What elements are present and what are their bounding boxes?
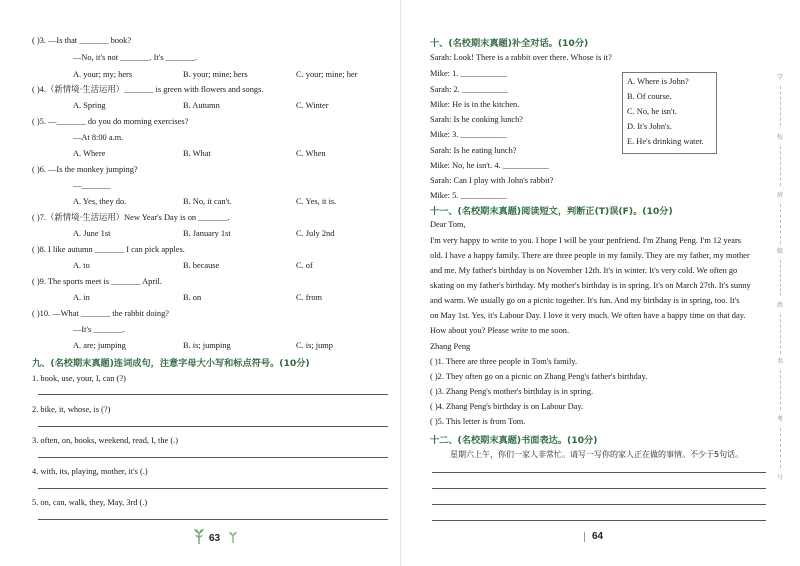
- margin-dash: [780, 428, 781, 468]
- margin-label: 级: [776, 248, 783, 255]
- dialogue-line: Mike: 3. ___________: [430, 130, 507, 139]
- mc-option-c: C. When: [296, 149, 326, 158]
- margin-label: 校: [776, 134, 783, 141]
- sentence-prompt: 1. book, use, your, I, can (?): [32, 374, 126, 383]
- sentence-prompt: 4. with, its, playing, mother, it's (.): [32, 467, 148, 476]
- tf-item: ( )1. There are three people in Tom's family.: [430, 357, 578, 366]
- option-item: B. Of course.: [627, 92, 672, 101]
- margin-dash: [780, 146, 781, 186]
- answer-line[interactable]: [38, 519, 388, 520]
- margin-label: 姓: [776, 302, 783, 309]
- mc-question: ( )3. —Is that _______ book?: [32, 36, 132, 45]
- mc-option-a: A. to: [73, 261, 90, 270]
- mc-option-b: B. January 1st: [183, 229, 231, 238]
- tf-item: ( )3. Zhang Peng's mother's birthday is in spring.: [430, 387, 594, 396]
- margin-dash: [780, 370, 781, 410]
- mc-option-a: A. Where: [73, 149, 106, 158]
- option-item: E. He's drinking water.: [627, 137, 704, 146]
- page-number: 64: [592, 531, 604, 542]
- mc-option-a: A. your; my; hers: [73, 70, 133, 79]
- writing-prompt: 星期六上午，你们一家人非常忙。请写一写你的家人正在做的事情。不少于5句话。: [450, 450, 744, 459]
- letter-line: skating on my father's birthday. My mother's birthday is in spring. It's on March 27th. It's sunny: [430, 281, 751, 290]
- letter-line: How about you? Please write to me soon.: [430, 326, 570, 335]
- mc-option-c: C. from: [296, 293, 323, 302]
- margin-label: 号: [776, 474, 783, 481]
- mc-question: ( )4.（新情境·生活运用）_______ is green with flowers and songs.: [32, 85, 264, 94]
- mc-option-c: C. your; mine; her: [296, 70, 358, 79]
- mc-option-c: C. is; jump: [296, 341, 333, 350]
- mc-question-line2: —No, it's not _______. It's _______.: [73, 53, 197, 62]
- margin-label: 考: [776, 416, 783, 423]
- margin-label: 名: [776, 358, 783, 365]
- mc-option-b: B. on: [183, 293, 202, 302]
- sentence-prompt: 5. on, can, walk, they, May, 3rd (.): [32, 498, 148, 507]
- tf-item: ( )5. This letter is from Tom.: [430, 417, 526, 426]
- mc-option-a: A. Yes, they do.: [73, 197, 127, 206]
- answer-line[interactable]: [38, 394, 388, 395]
- writing-line[interactable]: [432, 504, 766, 505]
- letter-line: I'm very happy to write to you. I hope I will be your penfriend. I'm Zhang Peng. I'm 12 years: [430, 236, 742, 245]
- mc-option-a: A. in: [73, 293, 90, 302]
- mc-question: ( )6. —Is the monkey jumping?: [32, 165, 138, 174]
- mc-option-b: B. is; jumping: [183, 341, 231, 350]
- dialogue-line: Mike: 5. ___________: [430, 191, 507, 200]
- margin-dash: [780, 260, 781, 296]
- mc-option-a: A. are; jumping: [73, 341, 126, 350]
- margin-dash: [780, 314, 781, 354]
- letter-greeting: Dear Tom,: [430, 220, 466, 229]
- page-gutter: [400, 0, 401, 566]
- answer-line[interactable]: [38, 426, 388, 427]
- leaf-ornament-icon: [192, 528, 206, 544]
- margin-label: 学: [776, 74, 783, 81]
- letter-line: old. I have a happy family. There are three people in my family. They are my father, my mother: [430, 251, 750, 260]
- dialogue-line: Sarah: Is he eating lunch?: [430, 146, 517, 155]
- mc-question-line2: —_______: [73, 181, 111, 190]
- dialogue-line: Mike: No, he isn't. 4. ___________: [430, 161, 549, 170]
- mc-option-c: C. Yes, it is.: [296, 197, 337, 206]
- letter-signature: Zhang Peng: [430, 342, 471, 351]
- writing-line[interactable]: [432, 520, 766, 521]
- tf-item: ( )4. Zhang Peng's birthday is on Labour Day.: [430, 402, 584, 411]
- margin-label: 班: [776, 192, 783, 199]
- mc-option-c: C. of: [296, 261, 313, 270]
- mc-option-b: B. your; mine; hers: [183, 70, 248, 79]
- letter-line: and me. My father's birthday is on November 12th. It's in winter. It's very cold. We often go: [430, 266, 738, 275]
- mc-question: ( )5. —_______ do you do morning exercises?: [32, 117, 189, 126]
- sentence-prompt: 2. bike, it, whose, is (?): [32, 405, 111, 414]
- section-10-title: 十、(名校期末真题)补全对话。(10分): [430, 38, 589, 49]
- mc-option-b: B. Autumn: [183, 101, 220, 110]
- margin-dash: [780, 204, 781, 244]
- dialogue-line: Sarah: Can I play with John's rabbit?: [430, 176, 554, 185]
- writing-line[interactable]: [432, 488, 766, 489]
- option-item: A. Where is John?: [627, 77, 689, 86]
- mc-option-b: B. No, it can't.: [183, 197, 232, 206]
- dialogue-line: Mike: He is in the kitchen.: [430, 100, 520, 109]
- mc-option-c: C. July 2nd: [296, 229, 335, 238]
- mc-question-line2: —It's _______.: [73, 325, 125, 334]
- section-12-title: 十二、(名校期末真题)书面表达。(10分): [430, 435, 598, 446]
- mc-question: ( )10. —What _______ the rabbit doing?: [32, 309, 169, 318]
- mc-option-a: A. June 1st: [73, 229, 111, 238]
- writing-line[interactable]: [432, 472, 766, 473]
- mc-question: ( )8. I like autumn _______ I can pick apples.: [32, 245, 185, 254]
- letter-line: and warm. We usually go on a picnic together. It's fun. And my birthday is in spring, too. It's: [430, 296, 740, 305]
- dialogue-line: Sarah: Is he cooking lunch?: [430, 115, 524, 124]
- mc-option-b: B. What: [183, 149, 211, 158]
- margin-dash: [780, 86, 781, 126]
- page-number: 63: [209, 533, 221, 544]
- dialogue-line: Sarah: 2. ___________: [430, 85, 508, 94]
- answer-line[interactable]: [38, 457, 388, 458]
- mc-option-a: A. Spring: [73, 101, 106, 110]
- dialogue-line: Sarah: Look! There is a rabbit over there. Whose is it?: [430, 53, 612, 62]
- answer-line[interactable]: [38, 488, 388, 489]
- tf-item: ( )2. They often go on a picnic on Zhang Peng's father's birthday.: [430, 372, 648, 381]
- mc-question-line2: —At 8:00 a.m.: [73, 133, 124, 142]
- mc-question: ( )7.（新情境·生活运用）New Year's Day is on _______.: [32, 213, 230, 222]
- mc-question: ( )9. The sports meet is _______ April.: [32, 277, 162, 286]
- letter-line: on May 1st. Yes, it's Labour Day. I love it very much. We often have a happy time on that day.: [430, 311, 746, 320]
- dialogue-line: Mike: 1. ___________: [430, 69, 507, 78]
- option-item: D. It's John's.: [627, 122, 672, 131]
- mc-option-b: B. because: [183, 261, 220, 270]
- section-11-title: 十一、(名校期末真题)阅读短文，判断正(T)误(F)。(10分): [430, 206, 673, 217]
- section-9-title: 九、(名校期末真题)连词成句，注意字母大小写和标点符号。(10分): [32, 358, 310, 369]
- mc-option-c: C. Winter: [296, 101, 329, 110]
- page-divider-tick: [584, 532, 585, 542]
- option-item: C. No, he isn't.: [627, 107, 677, 116]
- sprout-ornament-icon: [228, 531, 238, 543]
- sentence-prompt: 3. often, on, books, weekend, read, I, the (.): [32, 436, 179, 445]
